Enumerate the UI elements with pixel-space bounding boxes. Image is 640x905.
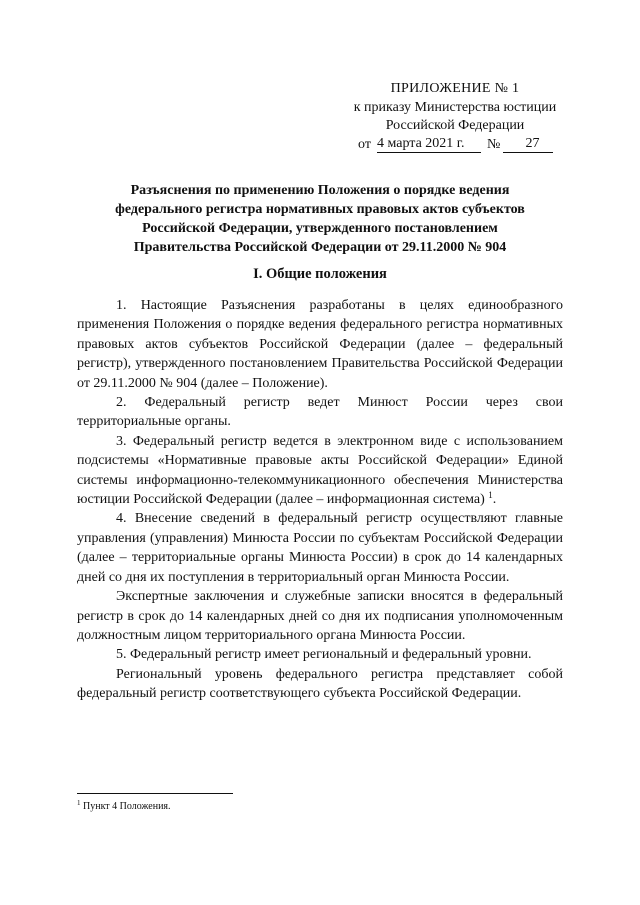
title-line: Правительства Российской Федерации от 29.11.2000 № 904 [133,240,507,255]
paragraph-7: Региональный уровень федерального регистра представляет собой федеральный регистр соответствующего субъекта Российской Федерации. [77,666,563,702]
footnote-mark: 1 [77,799,81,807]
footnote-ref: 1 [488,490,493,501]
paragraph-3: 3. Федеральный регистр ведется в электронном виде с использованием подсистемы «Нормативные правовые акты Российской Федерации» Единой системы информационно-телекоммуникационного обеспечения Министерства юстиции Российской Федерации (далее – информационная система) $^1$. [77,433,563,508]
paragraph-2: 2. Федеральный регистр ведет Минюст России через свои территориальные органы. [77,395,563,430]
document-body [77,296,563,704]
footnote [77,800,171,813]
footnote-text: Пункт 4 Положения. [83,801,171,812]
ministry-name: Российской Федерации [385,118,525,133]
order-date-line [330,136,580,155]
title-line: Разъяснения по применению Положения о порядке ведения [130,183,510,198]
title-line: Российской Федерации, утвержденного постановлением [142,221,498,236]
title-line: федерального регистра нормативных правовых актов субъектов [115,202,525,217]
order-number: 27 [503,136,553,153]
number-label: № [487,136,501,152]
appendix-number: ПРИЛОЖЕНИЕ № 1 [390,81,520,96]
footnote-divider [77,793,233,794]
document-title [80,181,560,257]
section-heading: I. Общие положения [253,266,387,282]
paragraph-6: 5. Федеральный регистр имеет региональный и федеральный уровни. [116,647,532,663]
appendix-header [330,80,580,155]
from-label: от [358,136,371,152]
order-date: 4 марта 2021 г. [377,136,481,153]
paragraph-5: Экспертные заключения и служебные записки вносятся в федеральный регистр в срок до 14 календарных дней со дня их подписания уполномоченным должностным лицом территориального органа Минюста России. [77,589,563,643]
order-reference: к приказу Министерства юстиции [353,99,557,115]
paragraph-1: 1. Настоящие Разъяснения разработаны в целях единообразного применения Положения о порядке ведения федерального регистра нормативных правовых актов субъектов Российской Федерации (далее – федеральный регистр), утвержденного постановлением Правительства Российской Федерации от 29.11.2000 № 904 (далее – Положение). [77,298,563,391]
paragraph-4: 4. Внесение сведений в федеральный регистр осуществляют главные управления (управления) Минюста России по субъектам Российской Федерации (далее – территориальные органы Минюста России) в срок до 14 календарных дней со дня их поступления в территориальный орган Минюста России. [77,511,563,585]
